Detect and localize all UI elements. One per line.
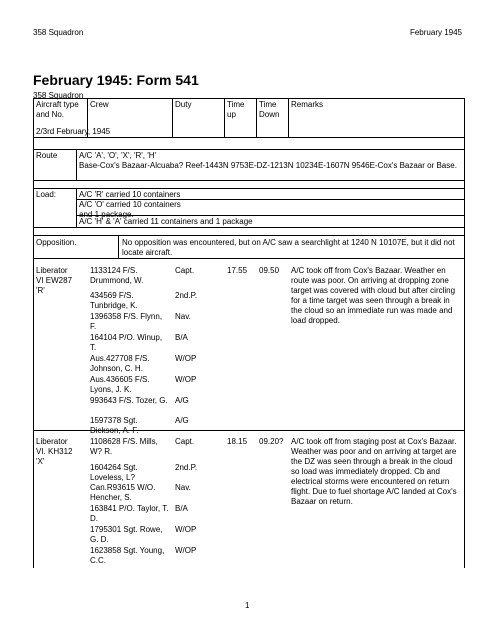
crew-name: 434569 F/S. Tunbridge, K. <box>90 291 138 310</box>
crew-duty: B/A <box>175 333 188 342</box>
grid-line <box>464 98 465 568</box>
header-time-down: Time Down <box>259 100 280 119</box>
page-title: February 1945: Form 541 <box>33 72 199 88</box>
opposition-label: Opposition. <box>36 238 77 247</box>
crew-duty: B/A <box>175 504 188 513</box>
page-header-right: February 1945 <box>409 28 462 37</box>
sortie-aircraft: Liberator VI EW287 'R' <box>36 266 73 295</box>
crew-duty: A/G <box>175 416 189 425</box>
sortie-time-down: 09.50 <box>259 266 280 275</box>
grid-line <box>33 98 34 568</box>
crew-name: 1795301 Sgt. Rowe, G. D. <box>90 525 163 544</box>
sortie-time-down: 09.20? <box>259 437 284 446</box>
crew-name: 1604264 Sgt. Loveless, L? <box>90 463 138 482</box>
grid-line <box>33 98 464 99</box>
crew-duty: W/OP <box>175 546 197 555</box>
grid-line <box>76 149 77 180</box>
sortie-remarks: A/C took off from Cox's Bazaar. Weather en route was poor. On arriving at dropping zone target was covered with cloud but after circling for a time target was seen through a break in the cloud so an immediate run was made and load dropped. <box>291 266 456 325</box>
load-label: Load: <box>36 190 57 199</box>
crew-duty: W/OP <box>175 525 197 534</box>
crew-duty: Nav. <box>175 483 191 492</box>
header-aircraft: Aircraft type and No. <box>36 100 79 119</box>
grid-line <box>33 258 464 259</box>
crew-duty: W/OP <box>175 354 197 363</box>
route-path: Base-Cox's Bazaar-Alcuaba? Reef-1443N 9753E-DZ-1213N 10234E-1607N 9546E-Cox's Bazaar or Base. <box>79 161 457 170</box>
sortie-remarks: A/C took off from staging post at Cox's Bazaar. Weather was poor and on arriving at target are the DZ was seen through a break in the cloud so load was immediately dropped. Cb and electrical storms were encountered on return flight. Due to fuel shortage A/C landed at Cox's Bazaar on return. <box>291 437 457 506</box>
grid-line <box>33 227 464 228</box>
crew-name: 1108628 F/S. Mills, W? R. <box>90 437 158 456</box>
crew-duty: Capt. <box>175 266 195 275</box>
crew-duty: Capt. <box>175 437 195 446</box>
crew-name: Can.R93615 W/O. Hencher, S. <box>90 483 156 502</box>
load-line-2: A/C 'O' carried 10 containers and 1 package. <box>79 200 181 219</box>
grid-line <box>33 137 464 138</box>
header-crew: Crew <box>90 100 109 109</box>
sortie-time-up: 17.55 <box>227 266 248 275</box>
crew-duty: W/OP <box>175 375 197 384</box>
load-line-1: A/C 'R' carried 10 containers <box>79 190 181 199</box>
crew-name: Aus.436605 F/S. Lyons, J. K. <box>90 375 150 394</box>
grid-line <box>33 180 464 181</box>
route-aircraft: A/C 'A', 'O', 'X', 'R', 'H' <box>79 151 157 160</box>
crew-name: 1396358 F/S. Flynn, F. <box>90 312 163 331</box>
sortie-time-up: 18.15 <box>227 437 248 446</box>
header-duty: Duty <box>175 100 192 109</box>
route-label: Route <box>36 151 58 160</box>
grid-line <box>118 235 119 258</box>
crew-name: 163841 P/O. Taylor, T. D. <box>90 504 169 523</box>
crew-name: 1133124 F/S. Drummond, W. <box>90 266 144 285</box>
sortie-aircraft: Liberator VI. KH312 'X' <box>36 437 73 466</box>
header-remarks: Remarks <box>291 100 324 109</box>
grid-line <box>288 98 289 137</box>
page-header-left: 358 Squadron <box>33 28 84 37</box>
crew-name: Aus.427708 F/S. Johnson, C. H. <box>90 354 150 373</box>
crew-name: 1597378 Sgt. Dickson, A. F. <box>90 416 139 435</box>
page-subtitle: 358 Squadron <box>33 91 84 100</box>
grid-line <box>172 98 173 137</box>
opposition-text: No opposition was encountered, but on A/C saw a searchlight at 1240 N 10107E, but it did not locate aircraft. <box>122 238 455 257</box>
grid-line <box>33 149 464 150</box>
header-time-up: Time up <box>227 100 245 119</box>
grid-line <box>256 98 257 137</box>
crew-name: 1623858 Sgt. Young, C.C. <box>90 546 165 565</box>
grid-line <box>33 188 464 189</box>
grid-line <box>224 98 225 137</box>
crew-duty: Nav. <box>175 312 191 321</box>
grid-line <box>76 188 77 227</box>
date-row: 2/3rd February, 1945 <box>36 127 111 136</box>
grid-line <box>33 235 464 236</box>
crew-duty: 2nd.P. <box>175 291 198 300</box>
crew-duty: A/G <box>175 396 189 405</box>
crew-name: 993643 F/S. Tozer, G. <box>90 396 168 405</box>
crew-name: 164104 P/O. Winup, T. <box>90 333 163 352</box>
page-number: 1 <box>245 601 250 610</box>
crew-duty: 2nd.P. <box>175 463 198 472</box>
load-line-3: A/C 'H' & 'A' carried 11 containers and 1 package <box>79 217 253 226</box>
